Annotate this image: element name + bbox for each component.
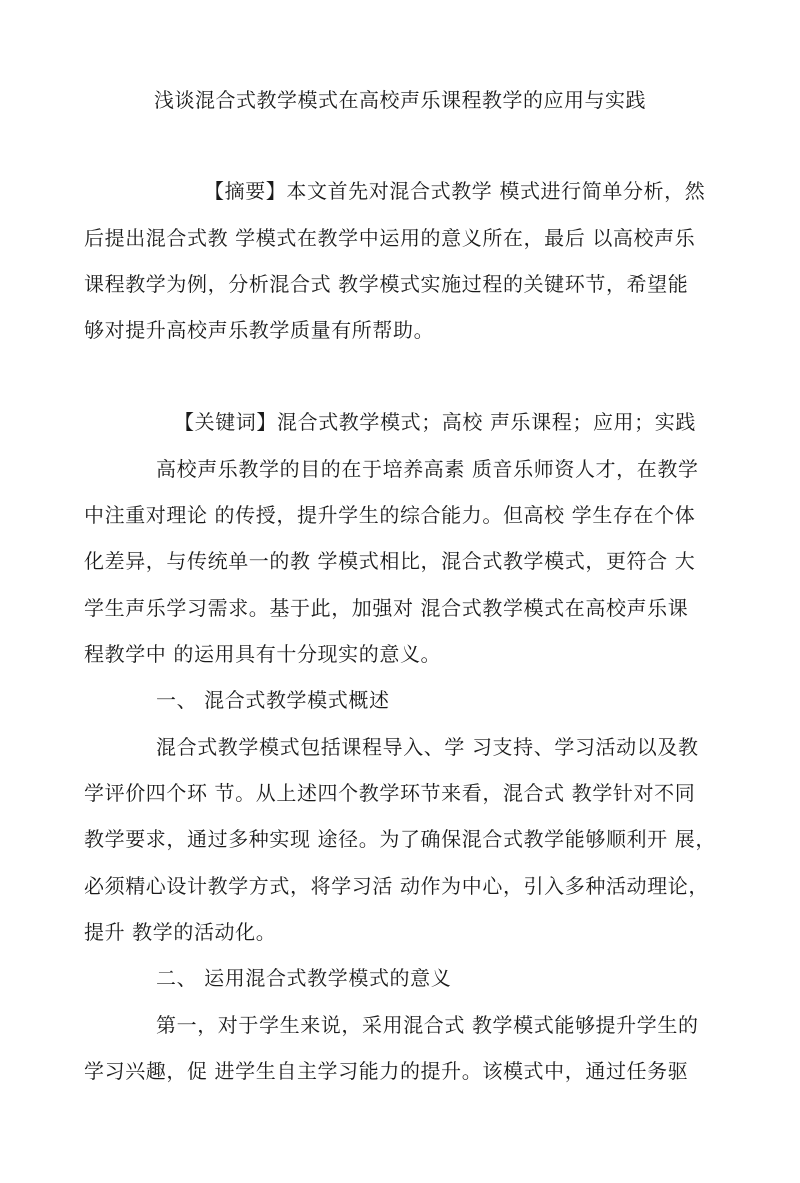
intro-line-3: 化差异，与传统单一的教 学模式相比，混合式教学模式，更符合 大	[84, 549, 696, 573]
intro-line-4: 学生声乐学习需求。基于此，加强对 混合式教学模式在高校声乐课	[84, 596, 689, 620]
intro-line-2: 中注重对理论 的传授，提升学生的综合能力。但高校 学生存在个体	[84, 503, 696, 527]
abstract-line-4: 够对提升高校声乐教学质量有所帮助。	[84, 318, 435, 342]
intro-line-1: 高校声乐教学的目的在于培养高素 质音乐师资人才，在教学	[156, 457, 699, 481]
section-heading-2: 二、 运用混合式教学模式的意义	[156, 966, 452, 990]
section2-line-1: 第一，对于学生来说，采用混合式 教学模式能够提升学生的	[156, 1013, 699, 1037]
section-heading-1: 一、 混合式教学模式概述	[156, 688, 390, 712]
keywords-line: 【关键词】混合式教学模式；高校 声乐课程；应用；实践	[174, 410, 696, 434]
section1-line-3: 教学要求，通过多种实现 途径。为了确保混合式教学能够顺利开 展，	[84, 827, 716, 851]
section2-line-2: 学习兴趣，促 进学生自主学习能力的提升。该模式中，通过任务驱	[84, 1059, 689, 1083]
section1-line-4: 必须精心设计教学方式，将学习活 动作为中心，引入多种活动理论，	[84, 874, 709, 898]
section1-line-5: 提升 教学的活动化。	[84, 920, 277, 944]
document-title: 浅谈混合式教学模式在高校声乐课程教学的应用与实践	[154, 88, 646, 112]
abstract-line-2: 后提出混合式教 学模式在教学中运用的意义所在，最后 以高校声乐	[84, 226, 696, 250]
abstract-line-1: 【摘要】本文首先对混合式教学 模式进行简单分析，然	[204, 179, 706, 203]
intro-line-5: 程教学中 的运用具有十分现实的意义。	[84, 642, 442, 666]
section1-line-1: 混合式教学模式包括课程导入、学 习支持、学习活动以及教	[156, 735, 699, 759]
abstract-line-3: 课程教学为例，分析混合式 教学模式实施过程的关键环节，希望能	[84, 272, 689, 296]
section1-line-2: 学评价四个环 节。从上述四个教学环节来看，混合式 教学针对不同	[84, 781, 696, 805]
